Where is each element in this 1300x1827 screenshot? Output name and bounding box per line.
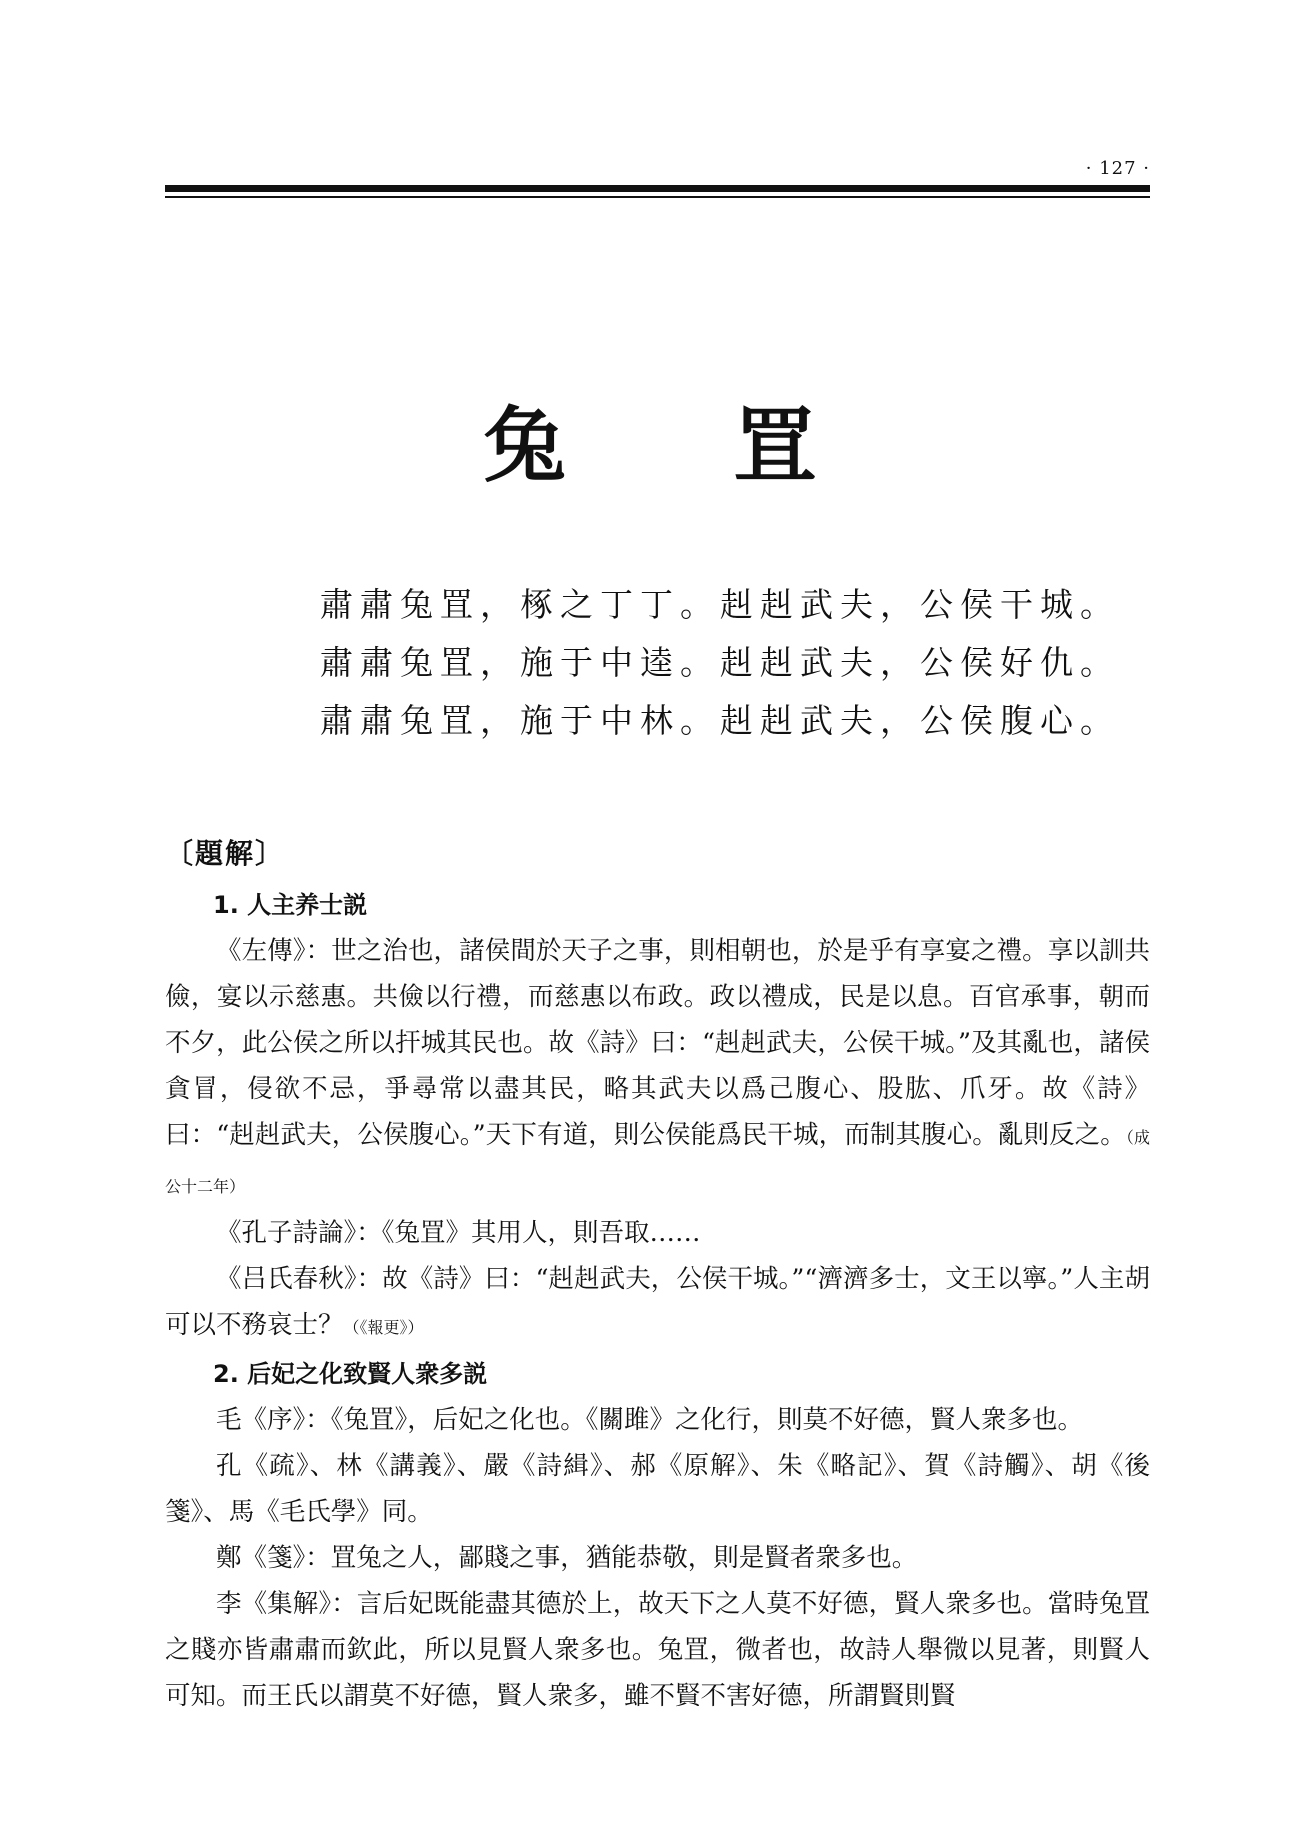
paragraph-kongzi: 《孔子詩論》：《兔罝》其用人，則吾取…… <box>216 1218 701 1248</box>
page-title: 兔 罝 <box>483 398 887 494</box>
subheading-1: 1. 人主养士説 <box>213 891 368 919</box>
body-text <box>165 882 1150 1719</box>
paragraph-zuozhuan <box>165 928 1150 1210</box>
section-heading: 〔題解〕 <box>165 837 286 870</box>
citation-note: （《報更》） <box>343 1318 424 1337</box>
paragraph-zhengjian: 鄭《箋》：罝兔之人，鄙賤之事，猶能恭敬，則是賢者衆多也。 <box>216 1543 918 1573</box>
poem-line-3: 肅肅兔罝，施于中林。赳赳武夫，公侯腹心。 <box>320 701 1120 740</box>
paragraph-text: 《吕氏春秋》：故《詩》曰：“赳赳武夫，公侯干城。”“濟濟多士，文王以寧。”人主胡可以不務哀士？ <box>165 1264 1150 1340</box>
citation-note: （成公十二年） <box>165 1128 1150 1196</box>
paragraph-lijijie: 李《集解》：言后妃既能盡其德於上，故天下之人莫不好德，賢人衆多也。當時兔罝之賤亦皆肅肅而欽此，所以見賢人衆多也。兔罝，微者也，故詩人舉微以見著，則賢人可知。而王氏以謂莫不好德，賢人衆多，雖不賢不害好德，所謂賢則賢 <box>165 1589 1150 1711</box>
poem-line-2: 肅肅兔罝，施于中逵。赳赳武夫，公侯好仇。 <box>320 643 1120 682</box>
header-rule-thin <box>165 196 1150 198</box>
poem-line-1: 肅肅兔罝，椓之丁丁。赳赳武夫，公侯干城。 <box>320 585 1120 624</box>
paragraph-text: 《左傳》：世之治也，諸侯間於天子之事，則相朝也，於是乎有享宴之禮。享以訓共儉，宴以示慈惠。共儉以行禮，而慈惠以布政。政以禮成，民是以息。百官承事，朝而不夕，此公侯之所以扞城其民也。故《詩》曰：“赳赳武夫，公侯干城。”及其亂也，諸侯貪冒，侵欲不忌，爭尋常以盡其民，略其武夫以爲己腹心、股肱、爪牙。故《詩》曰：“赳赳武夫，公侯腹心。”天下有道，則公侯能爲民干城，而制其腹心。亂則反之。 <box>165 936 1150 1150</box>
paragraph-sources: 孔《疏》、林《講義》、嚴《詩緝》、郝《原解》、朱《略記》、賀《詩觸》、胡《後箋》、馬《毛氏學》同。 <box>165 1451 1150 1527</box>
subheading-2: 2. 后妃之化致賢人衆多説 <box>213 1360 488 1388</box>
paragraph-maoxu: 毛《序》：《兔罝》，后妃之化也。《關雎》之化行，則莫不好德，賢人衆多也。 <box>216 1405 1084 1435</box>
paragraph-lushi <box>165 1256 1150 1351</box>
poem <box>320 585 1120 762</box>
header-rule-thick <box>165 185 1150 192</box>
page-number: · 127 · <box>1085 158 1150 179</box>
